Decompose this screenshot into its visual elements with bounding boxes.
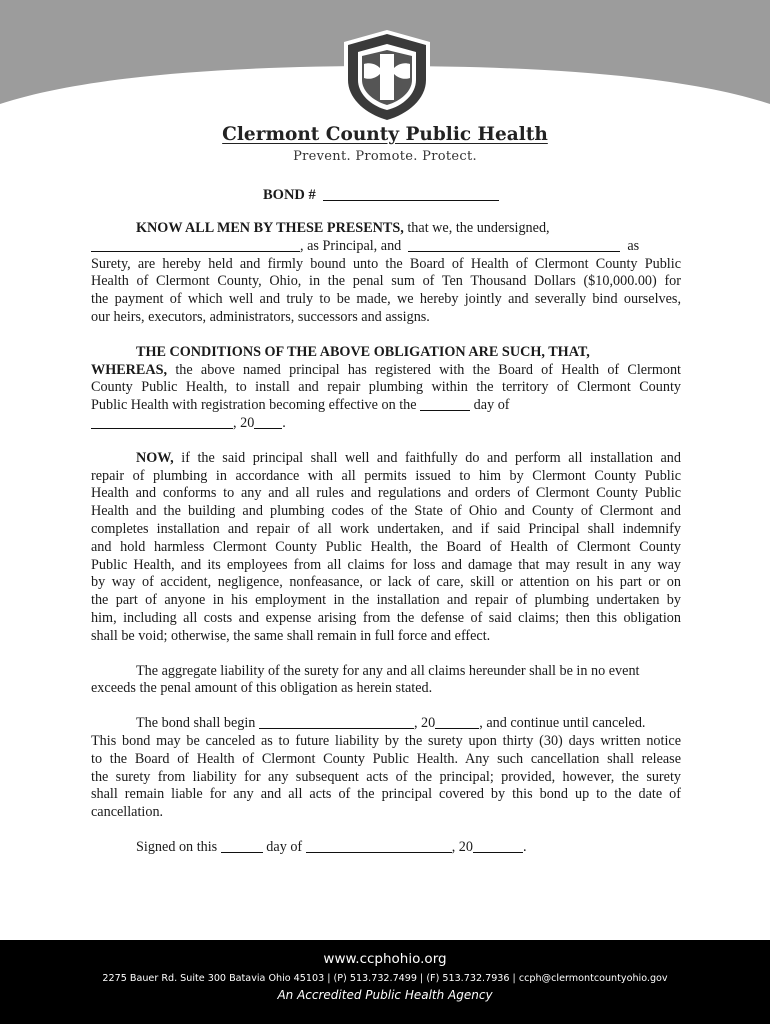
bond-number-line <box>263 187 499 204</box>
page-title: Clermont County Public Health <box>222 124 548 145</box>
text-line: , and continue until canceled. <box>479 715 646 732</box>
tagline: Prevent. Promote. Protect. <box>293 149 477 164</box>
text-line: The aggregate liability of the surety for any and all claims hereunder shall be in no event <box>136 662 640 679</box>
contact-address: 2275 Bauer Rd. Suite 300 Batavia Ohio 45103 | (P) 513.732.7499 | (F) 513.732.7936 | ccph@clermontcountyohio.gov <box>102 973 668 984</box>
now-lead: NOW, <box>136 449 174 466</box>
accreditation-text: An Accredited Public Health Agency <box>277 988 493 1002</box>
surety-name-blank <box>408 250 620 252</box>
text-line: This bond may be canceled as to future liability by the surety upon thirty (30) days written notice <box>91 732 681 749</box>
effective-month-blank <box>91 427 233 429</box>
begin-year-blank <box>435 727 479 729</box>
text-line: shall remain liable for any and all acts of the principal covered by this bond up to the date of <box>91 786 681 803</box>
signed-year-blank <box>473 851 523 853</box>
paragraph-bond-term <box>91 715 681 822</box>
bond-body <box>91 220 681 874</box>
bond-label: BOND # <box>263 187 316 203</box>
begin-date-blank <box>259 727 414 729</box>
text-line: County Public Health, to install and repair plumbing within the territory of Clermont County <box>91 379 681 396</box>
text-line: the surety from liability for any subsequent acts of the principal; provided, however, the surety <box>91 768 681 785</box>
paragraph-now <box>91 450 681 646</box>
text-line: Public Health, and its employees from all claims for loss and damage that may result in any way <box>91 556 681 573</box>
signed-line <box>91 839 681 857</box>
text-line: Health of Clermont County, Ohio, in the penal sum of Ten Thousand Dollars ($10,000.00) for <box>91 273 681 290</box>
text-line: shall be void; otherwise, the same shall remain in full force and effect. <box>91 627 491 644</box>
text-line: the payment of which well and truly to be made, we hereby jointly and severally bind ourselves, <box>91 291 681 308</box>
text-line: , as Principal, and <box>300 237 402 254</box>
text-line: the part of anyone in his employment in the installation and repair of plumbing undertaken by <box>91 592 681 609</box>
text-line: exceeds the penal amount of this obligation as herein stated. <box>91 680 433 697</box>
signed-day-blank <box>221 851 263 853</box>
bond-number-blank <box>323 199 499 201</box>
text-line: , 20 <box>233 414 255 431</box>
text-line: , 20 <box>413 715 436 732</box>
text-line: The bond shall begin <box>136 715 256 732</box>
principal-name-blank <box>91 250 300 252</box>
text-line: Signed on this <box>136 838 218 855</box>
paragraph-know-all-men <box>91 220 681 327</box>
signed-month-blank <box>306 851 452 853</box>
text-line: completes installation and repair of all work undertaken, and if said Principal shall indemnify <box>91 520 681 537</box>
whereas-lead: WHEREAS, <box>91 361 168 378</box>
text-line: Surety, are hereby held and firmly bound unto the Board of Health of Clermont County Public <box>91 255 681 272</box>
footer <box>0 940 770 1024</box>
text-line: cancellation. <box>91 804 164 821</box>
website-link[interactable]: www.ccphohio.org <box>323 951 447 967</box>
text-line: him, including all costs and expense arising from the defense of said claims; then this obligation <box>91 609 681 626</box>
text-line: day of <box>266 838 303 855</box>
text-line: , 20 <box>451 838 473 855</box>
text-line: to the Board of Health of Clermont County Public Health. Any such cancellation shall release <box>91 750 681 767</box>
health-cross-logo-icon <box>340 28 434 126</box>
text-line: that we, the undersigned, <box>403 220 550 236</box>
paragraph-conditions <box>91 344 681 433</box>
text-line: our heirs, executors, administrators, successors and assigns. <box>91 308 430 325</box>
text-line: if the said principal shall well and faithfully do and perform all installation and <box>173 449 681 466</box>
text-line: Public Health with registration becoming effective on the <box>91 397 417 414</box>
effective-day-blank <box>420 409 470 411</box>
text-line: repair of plumbing in accordance with all permits issued to him by Clermont County Public <box>91 467 681 484</box>
paragraph-aggregate-liability <box>91 663 681 699</box>
text-line: day of <box>473 397 510 414</box>
effective-year-blank <box>254 427 282 429</box>
know-all-men-lead: KNOW ALL MEN BY THESE PRESENTS, <box>136 220 404 236</box>
text-line: by way of accident, negligence, nonfeasance, or lack of care, skill or attention on his part or on <box>91 574 681 591</box>
text-line: Health and the building and plumbing codes of the State of Ohio and County of Clermont and <box>91 503 681 520</box>
text-line: . <box>282 414 286 431</box>
text-line: the above named principal has registered with the Board of Health of Clermont <box>167 361 681 378</box>
text-line: Health and conforms to any and all rules and regulations and orders of Clermont County Public <box>91 485 681 502</box>
text-line: . <box>522 838 527 855</box>
text-line: and hold harmless Clermont County Public Health, the Board of Health of Clermont County <box>91 538 681 555</box>
conditions-heading: THE CONDITIONS OF THE ABOVE OBLIGATION ARE SUCH, THAT, <box>136 343 590 360</box>
text-line: as <box>627 237 640 254</box>
